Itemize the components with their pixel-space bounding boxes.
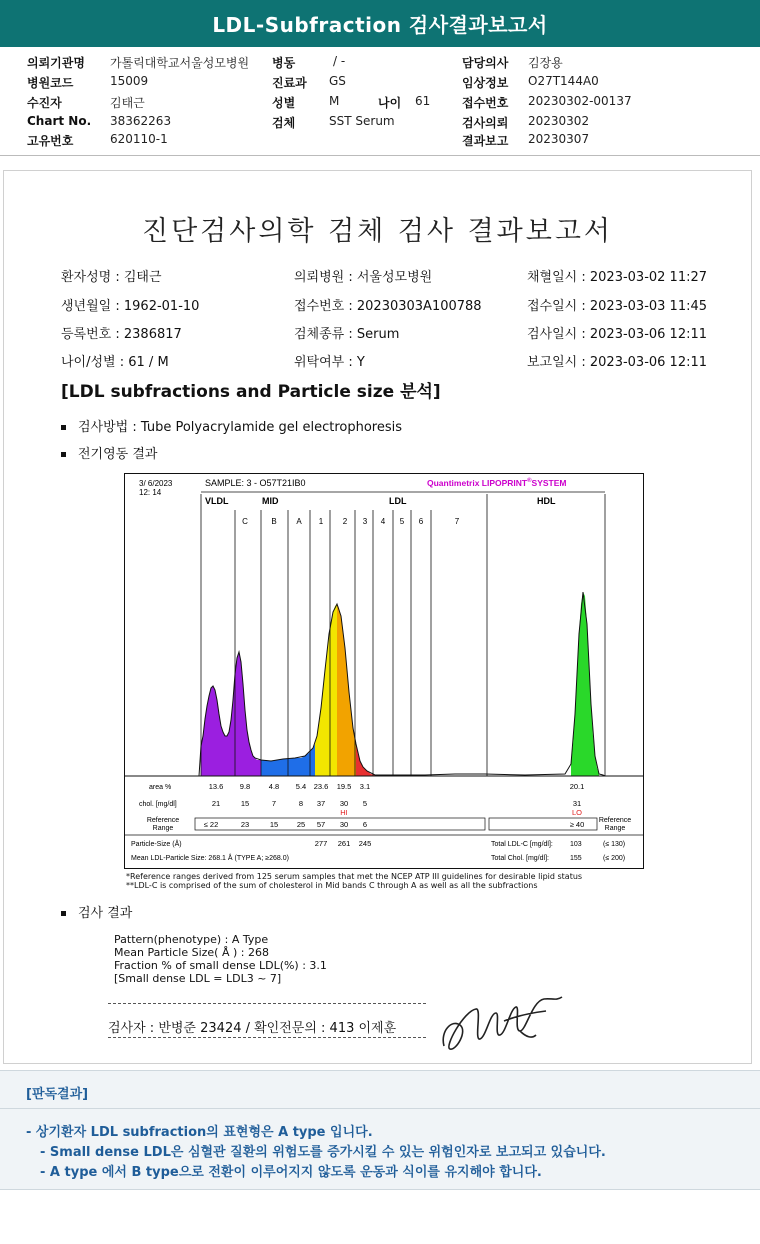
- divider: [0, 1108, 760, 1109]
- section-hdl: HDL: [537, 496, 556, 506]
- chol-value: 15: [240, 799, 250, 808]
- info-value: / -: [333, 54, 346, 68]
- patient-name: 환자성명 : 김태근: [61, 270, 162, 285]
- ldl2-peak: [337, 604, 356, 776]
- result-pattern: Pattern(phenotype) : A Type: [114, 933, 269, 946]
- ref-value: 30: [339, 820, 349, 829]
- section-mid: MID: [262, 496, 279, 506]
- area-value: 5.4: [295, 782, 307, 791]
- electro-text: 전기영동 결과: [78, 447, 158, 462]
- vldl-peak: [201, 652, 261, 776]
- total-chol-label: Total Chol. [mg/dl]:: [491, 855, 549, 862]
- info-value: 620110-1: [110, 132, 168, 146]
- band-label: 6: [418, 517, 424, 526]
- signature: [434, 991, 574, 1061]
- chol-value: 37: [316, 799, 326, 808]
- bullet-icon: [61, 911, 66, 916]
- tester-info: 검사자 : 반병준 23424 / 확인전문의 : 413 이제훈: [108, 1021, 397, 1036]
- band-label: 4: [380, 517, 386, 526]
- results-line: [61, 902, 132, 921]
- chol-value: 31: [572, 799, 582, 808]
- info-key: 진료과: [272, 76, 307, 90]
- band-label: 2: [342, 517, 348, 526]
- info-value: 20230307: [528, 132, 590, 146]
- info-value: 15009: [110, 74, 149, 88]
- info-key: 검사의뢰: [462, 116, 509, 130]
- density-curve: [199, 592, 605, 776]
- band-label: 1: [318, 517, 324, 526]
- row-label-chol: chol. [mg/dl]: [139, 801, 177, 808]
- area-value: 19.5: [336, 782, 352, 791]
- registration-no: 등록번호 : 2386817: [61, 327, 182, 342]
- interpretation-panel: [0, 1070, 760, 1190]
- footnote-2: **LDL-C is comprised of the sum of cholesterol in Mid bands C through A as well as all the subfractions: [126, 881, 538, 890]
- chol-value: 7: [271, 799, 277, 808]
- results-text: 검사 결과: [78, 906, 133, 921]
- chart-brand: [427, 477, 567, 488]
- chol-value: 21: [211, 799, 221, 808]
- chart-time: 12: 14: [139, 488, 162, 497]
- info-key: 고유번호: [27, 134, 74, 148]
- chol-value: 5: [362, 799, 368, 808]
- area-value: 9.8: [239, 782, 251, 791]
- birth-date: 생년월일 : 1962-01-10: [61, 299, 200, 314]
- info-key: 결과보고: [462, 134, 509, 148]
- total-ldl-value: 103: [570, 841, 582, 848]
- row-label-ref-1: Reference: [146, 817, 180, 824]
- band-label: 5: [399, 517, 405, 526]
- total-ldl-label: Total LDL-C [mg/dl]:: [491, 841, 553, 848]
- info-value: SST Serum: [329, 114, 395, 128]
- area-value: 20.1: [569, 782, 585, 791]
- row-label-ref-2: Range: [152, 825, 174, 832]
- info-key: 성별: [272, 96, 296, 110]
- section-vldl: VLDL: [205, 496, 229, 506]
- collected-at: 채혈일시 : 2023-03-02 11:27: [527, 270, 708, 285]
- area-value: 3.1: [359, 782, 371, 791]
- band-label: C: [242, 517, 248, 526]
- total-chol-range: (≤ 200): [603, 855, 626, 862]
- chol-flag-hi: HI: [340, 808, 348, 817]
- reported-at: 보고일시 : 2023-03-06 12:11: [527, 355, 708, 370]
- result-sdldl-fraction: Fraction % of small dense LDL(%) : 3.1: [114, 959, 327, 972]
- result-sdldl-def: [Small dense LDL = LDL3 ~ 7]: [114, 972, 282, 985]
- specimen-type: 검체종류 : Serum: [294, 327, 400, 342]
- info-key: 접수번호: [462, 96, 509, 110]
- chol-value: 30: [339, 799, 349, 808]
- hospital: 의뢰병원 : 서울성모병원: [294, 270, 433, 285]
- interpretation-line: - Small dense LDL은 심혈관 질환의 위험도를 증가시킬 수 있는 위험인자로 보고되고 있습니다.: [40, 1145, 606, 1160]
- info-value: O27T144A0: [528, 74, 599, 88]
- info-row: [0, 94, 760, 113]
- total-ldl-range: (≤ 130): [603, 841, 626, 848]
- result-mean-size: Mean Particle Size( Å ) : 268: [114, 946, 269, 959]
- info-value: 20230302: [528, 114, 590, 128]
- row-label-ref: [147, 817, 179, 832]
- area-value: 4.8: [268, 782, 280, 791]
- info-key: 담당의사: [462, 56, 509, 70]
- band-label: A: [296, 517, 302, 526]
- ref-value: 15: [269, 820, 279, 829]
- row-label-mean: Mean LDL-Particle Size: 268.1 Å (TYPE A; ≥268.0): [131, 855, 289, 862]
- area-value: 13.6: [208, 782, 224, 791]
- info-row: [0, 132, 760, 151]
- accession-no: 접수번호 : 20230303A100788: [294, 299, 482, 314]
- method-line: [61, 416, 402, 435]
- age-sex: 나이/성별 : 61 / M: [61, 355, 169, 370]
- interpretation-line: - 상기환자 LDL subfraction의 표현형은 A type 입니다.: [26, 1125, 373, 1140]
- area-value: 23.6: [313, 782, 329, 791]
- lipoprint-svg: [125, 474, 643, 868]
- ref-value: 25: [296, 820, 306, 829]
- ref-side-1: Reference: [598, 817, 632, 824]
- psize-value: 277: [314, 839, 328, 848]
- info-key: 의뢰기관명: [27, 56, 85, 70]
- chart-brand-name: Quantimetrix LIPOPRINT: [427, 478, 528, 488]
- result-report: [3, 170, 752, 1064]
- info-value: 38362263: [110, 114, 172, 128]
- interpretation-label: [판독결과]: [26, 1087, 89, 1102]
- info-value: M: [329, 94, 340, 108]
- section-heading: [LDL subfractions and Particle size 분석]: [61, 382, 441, 402]
- bullet-icon: [61, 452, 66, 457]
- tested-at: 검사일시 : 2023-03-06 12:11: [527, 327, 708, 342]
- chart-brand-tail: SYSTEM: [531, 478, 567, 488]
- info-value: 김태근: [110, 96, 145, 110]
- interpretation-line: - A type 에서 B type으로 전환이 이루어지지 않도록 운동과 식이를 유지해야 합니다.: [40, 1165, 542, 1180]
- dashed-divider: [108, 1003, 426, 1004]
- request-info: [0, 52, 760, 152]
- age-value: 61: [415, 94, 431, 108]
- info-value: 김장용: [528, 56, 563, 70]
- ldl3-peak: [356, 744, 375, 776]
- info-key: 검체: [272, 116, 296, 130]
- ref-value: ≥ 40: [569, 820, 585, 829]
- ref-value: 6: [362, 820, 368, 829]
- ref-value: 57: [316, 820, 326, 829]
- psize-value: 261: [337, 839, 351, 848]
- received-at: 접수일시 : 2023-03-03 11:45: [527, 299, 708, 314]
- outsourced: 위탁여부 : Y: [294, 355, 365, 370]
- ref-value: ≤ 22: [203, 820, 219, 829]
- ref-side-2: Range: [604, 825, 626, 832]
- info-key: 병원코드: [27, 76, 74, 90]
- info-key: Chart No.: [27, 114, 92, 128]
- chart-date: 3/ 6/2023: [139, 479, 173, 488]
- report-title-bar: [0, 0, 760, 47]
- info-key: 병동: [272, 56, 296, 70]
- info-key: 임상정보: [462, 76, 509, 90]
- chart-sample: SAMPLE: 3 - O57T21IB0: [205, 478, 306, 488]
- info-row: [0, 114, 760, 133]
- section-ldl: LDL: [389, 496, 407, 506]
- footnote-1: *Reference ranges derived from 125 serum samples that met the NCEP ATP III guidelines for desirable lipid status: [126, 872, 583, 881]
- method-text: 검사방법 : Tube Polyacrylamide gel electrophoresis: [78, 420, 403, 435]
- total-chol-value: 155: [570, 855, 582, 862]
- info-value: GS: [329, 74, 346, 88]
- info-key: 수진자: [27, 96, 62, 110]
- row-label-psize: Particle-Size (Å): [131, 841, 182, 848]
- band-label: 7: [454, 517, 460, 526]
- result-report-title: 진단검사의학 검체 검사 결과보고서: [142, 216, 613, 247]
- info-row: [0, 74, 760, 93]
- chol-value: 8: [298, 799, 304, 808]
- bullet-icon: [61, 425, 66, 430]
- ldl1-peak: [315, 604, 337, 776]
- info-value: 가톨릭대학교서울성모병원: [110, 56, 250, 70]
- row-label-area: area %: [149, 784, 172, 791]
- psize-value: 245: [358, 839, 372, 848]
- chol-flag-lo: LO: [571, 808, 583, 817]
- ref-value: 23: [240, 820, 250, 829]
- ref-side-label: [599, 817, 631, 832]
- info-row: [0, 54, 760, 73]
- chart-brand-reg: ®: [527, 478, 532, 484]
- band-label: 3: [362, 517, 368, 526]
- info-value: 20230302-00137: [528, 94, 632, 108]
- electro-line: [61, 443, 157, 462]
- age-key: 나이: [378, 96, 402, 110]
- dashed-divider: [108, 1037, 426, 1038]
- lipoprint-chart: [124, 473, 644, 869]
- band-label: B: [271, 517, 277, 526]
- divider: [0, 155, 760, 156]
- report-title: LDL-Subfraction 검사결과보고서: [212, 13, 548, 37]
